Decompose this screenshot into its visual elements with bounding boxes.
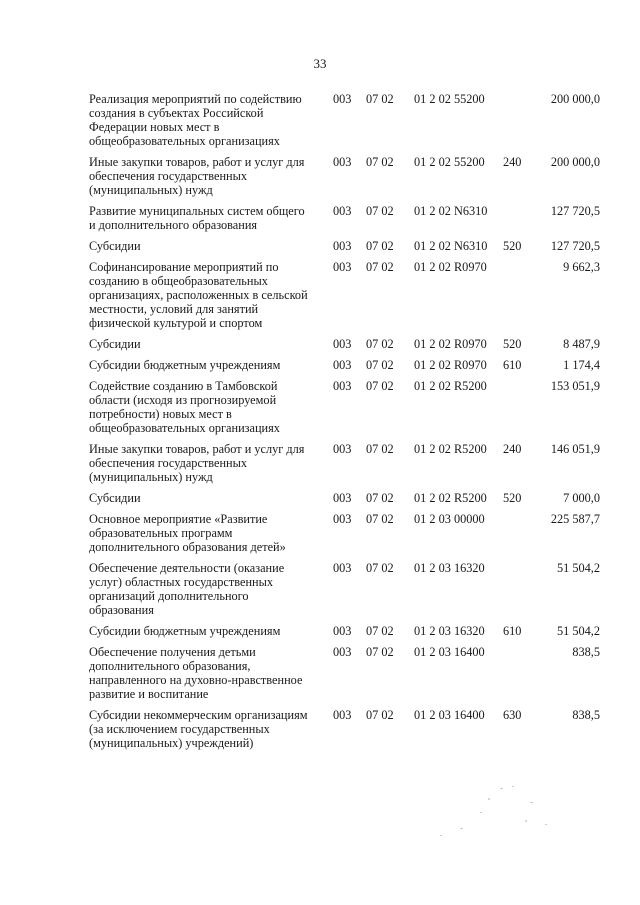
row-amount: 225 587,7 [550, 512, 600, 526]
table-row [0, 204, 640, 232]
row-name: Иные закупки товаров, работ и услуг для обеспечения государственных (муниципальных) нужд [89, 442, 305, 484]
row-section-code: 07 02 [366, 379, 394, 393]
row-admin-code: 003 [333, 512, 352, 526]
row-admin-code: 003 [333, 337, 352, 351]
row-section-code: 07 02 [366, 358, 394, 372]
row-section-code: 07 02 [366, 155, 394, 169]
table-row [0, 358, 640, 372]
table-row [0, 624, 640, 638]
row-program-code: 01 2 02 R0970 [414, 260, 487, 274]
scan-specks [440, 780, 570, 840]
row-amount: 838,5 [572, 645, 600, 659]
row-name: Софинансирование мероприятий по созданию в общеобразовательных организациях, расположенных в сельской местности, условий для занятий физической культурой и спортом [89, 260, 308, 330]
row-name: Субсидии некоммерческим организациям (за исключением государственных (муниципальных) учреждений) [89, 708, 308, 750]
row-admin-code: 003 [333, 358, 352, 372]
row-section-code: 07 02 [366, 645, 394, 659]
row-program-code: 01 2 02 55200 [414, 92, 485, 106]
row-program-code: 01 2 03 16320 [414, 624, 485, 638]
row-amount: 1 174,4 [563, 358, 600, 372]
row-admin-code: 003 [333, 155, 352, 169]
row-name: Развитие муниципальных систем общего и дополнительного образования [89, 204, 305, 232]
table-row [0, 239, 640, 253]
row-name: Субсидии [89, 337, 141, 351]
row-program-code: 01 2 02 55200 [414, 155, 485, 169]
row-admin-code: 003 [333, 379, 352, 393]
row-amount: 9 662,3 [563, 260, 600, 274]
row-name: Субсидии [89, 239, 141, 253]
table-row [0, 561, 640, 617]
row-amount: 200 000,0 [550, 155, 600, 169]
row-expense-type: 630 [503, 708, 522, 722]
row-name: Реализация мероприятий по содействию создания в субъектах Российской Федерации новых мест в общеобразовательных организациях [89, 92, 302, 148]
row-expense-type: 240 [503, 442, 522, 456]
row-section-code: 07 02 [366, 204, 394, 218]
row-name: Субсидии [89, 491, 141, 505]
row-section-code: 07 02 [366, 337, 394, 351]
row-program-code: 01 2 03 00000 [414, 512, 485, 526]
row-program-code: 01 2 02 N6310 [414, 239, 488, 253]
table-row [0, 708, 640, 750]
table-row [0, 442, 640, 484]
row-amount: 127 720,5 [550, 239, 600, 253]
row-admin-code: 003 [333, 442, 352, 456]
row-name: Основное мероприятие «Развитие образовательных программ дополнительного образования детей» [89, 512, 286, 554]
table-row [0, 155, 640, 197]
row-program-code: 01 2 02 R5200 [414, 379, 487, 393]
table-row [0, 491, 640, 505]
row-admin-code: 003 [333, 92, 352, 106]
row-section-code: 07 02 [366, 561, 394, 575]
row-expense-type: 610 [503, 624, 522, 638]
table-row [0, 260, 640, 330]
row-admin-code: 003 [333, 491, 352, 505]
row-amount: 51 504,2 [556, 561, 600, 575]
row-admin-code: 003 [333, 624, 352, 638]
table-row [0, 645, 640, 701]
row-expense-type: 520 [503, 337, 522, 351]
row-program-code: 01 2 03 16400 [414, 645, 485, 659]
row-expense-type: 240 [503, 155, 522, 169]
row-admin-code: 003 [333, 561, 352, 575]
row-admin-code: 003 [333, 260, 352, 274]
row-section-code: 07 02 [366, 512, 394, 526]
table-row [0, 512, 640, 554]
row-program-code: 01 2 02 R0970 [414, 358, 487, 372]
row-admin-code: 003 [333, 645, 352, 659]
row-amount: 200 000,0 [550, 92, 600, 106]
table-row [0, 379, 640, 435]
row-section-code: 07 02 [366, 491, 394, 505]
row-name: Обеспечение деятельности (оказание услуг) областных государственных организаций дополнительного образования [89, 561, 285, 617]
row-section-code: 07 02 [366, 708, 394, 722]
row-name: Иные закупки товаров, работ и услуг для обеспечения государственных (муниципальных) нужд [89, 155, 305, 197]
row-program-code: 01 2 03 16400 [414, 708, 485, 722]
row-amount: 153 051,9 [550, 379, 600, 393]
row-amount: 51 504,2 [556, 624, 600, 638]
row-amount: 8 487,9 [563, 337, 600, 351]
row-name: Содействие созданию в Тамбовской области (исходя из прогнозируемой потребности) новых мест в общеобразовательных организациях [89, 379, 280, 435]
row-program-code: 01 2 02 R0970 [414, 337, 487, 351]
row-section-code: 07 02 [366, 239, 394, 253]
row-section-code: 07 02 [366, 442, 394, 456]
row-section-code: 07 02 [366, 92, 394, 106]
row-program-code: 01 2 02 N6310 [414, 204, 488, 218]
row-expense-type: 520 [503, 239, 522, 253]
row-admin-code: 003 [333, 204, 352, 218]
row-expense-type: 520 [503, 491, 522, 505]
page-number: 33 [313, 56, 327, 71]
row-amount: 838,5 [572, 708, 600, 722]
row-amount: 7 000,0 [563, 491, 600, 505]
row-expense-type: 610 [503, 358, 522, 372]
row-amount: 146 051,9 [550, 442, 600, 456]
row-program-code: 01 2 02 R5200 [414, 442, 487, 456]
table-row [0, 92, 640, 148]
row-amount: 127 720,5 [550, 204, 600, 218]
budget-table [0, 92, 640, 757]
row-section-code: 07 02 [366, 260, 394, 274]
row-program-code: 01 2 03 16320 [414, 561, 485, 575]
table-row [0, 337, 640, 351]
row-name: Субсидии бюджетным учреждениям [89, 624, 281, 638]
row-admin-code: 003 [333, 708, 352, 722]
row-name: Субсидии бюджетным учреждениям [89, 358, 281, 372]
row-admin-code: 003 [333, 239, 352, 253]
row-name: Обеспечение получения детьми дополнительного образования, направленного на духовно-нравственное развитие и воспитание [89, 645, 303, 701]
row-program-code: 01 2 02 R5200 [414, 491, 487, 505]
row-section-code: 07 02 [366, 624, 394, 638]
